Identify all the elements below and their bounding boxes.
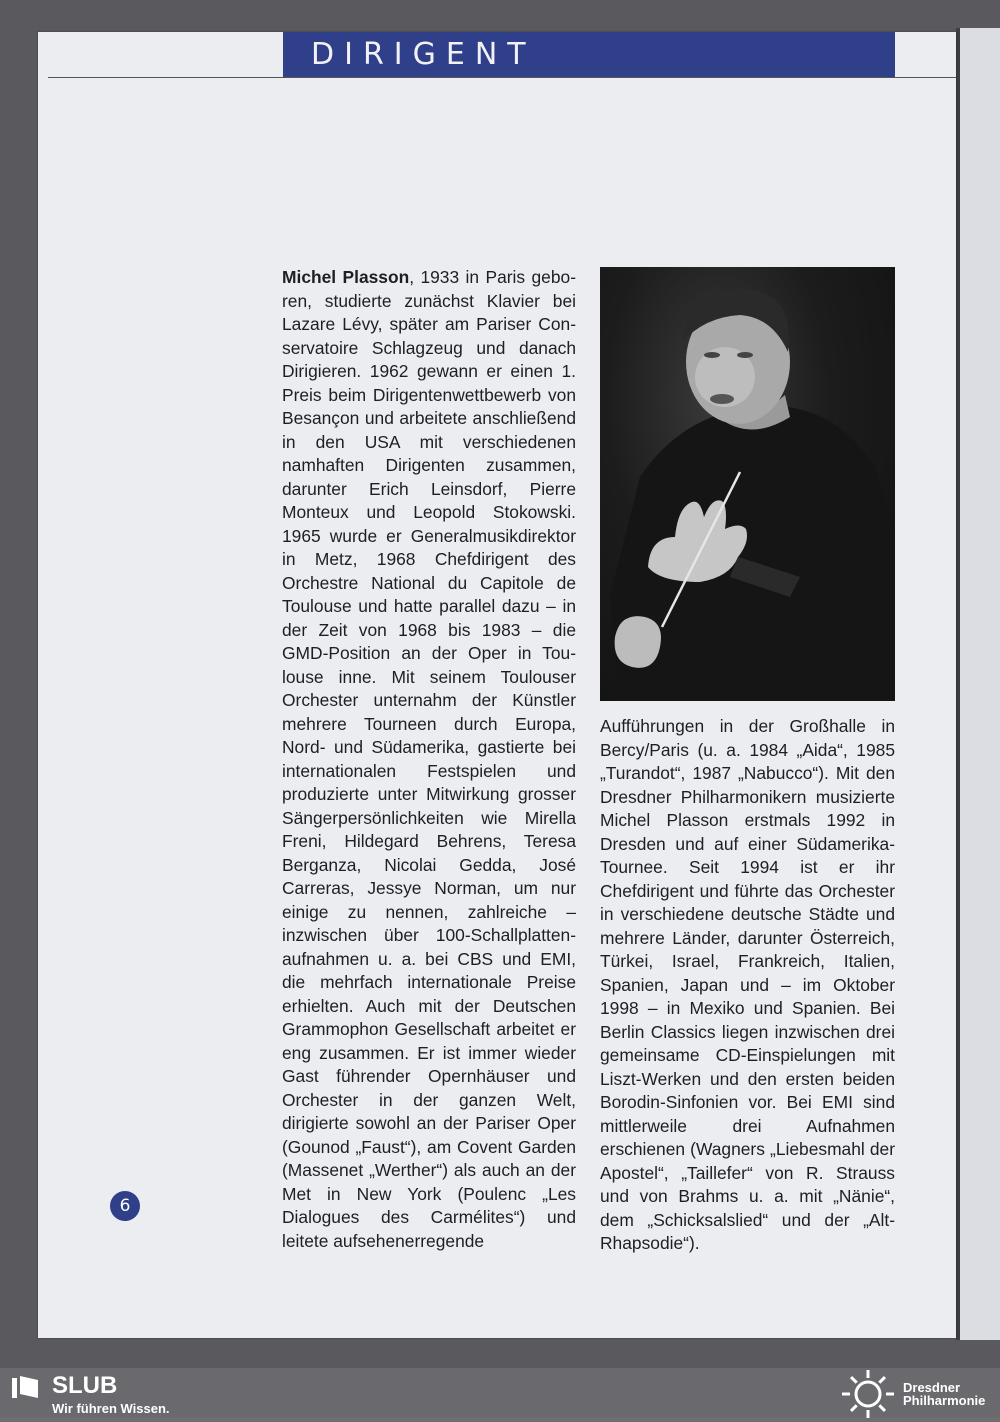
page-number-badge: 6 <box>110 1191 140 1221</box>
slub-logo-icon <box>12 1376 40 1398</box>
orchestra-logo-icon <box>842 1370 894 1418</box>
article-left-column <box>282 266 576 1253</box>
article-right-column: Aufführungen in der Großhalle in Bercy/Paris (u. a. 1984 „Aida“, 1985 „Turandot“, 1987 „Nabucco“). Mit den Dresdner Philharmonikern musizierte Michel Plasson erstmals 1992 in Dresden und auf einer Südamerika-Tournee. Seit 1994 ist er ihr Chefdirigent und führte das Orchester in verschiedene deutsche Städte und mehrere Länder, darunter Österreich, Türkei, Israel, Frankreich, Italien, Spanien, Japan und – im Oktober 1998 – in Mexiko und Spanien. Bei Berlin Classics liegen inzwischen drei gemeinsame CD-Einspielungen mit Liszt-Werken und den ersten beiden Borodin-Sinfonien vor. Bei EMI sind mittlerweile drei Aufnahmen erschienen (Wagners „Liebesmahl der Apostel“, „Taillefer“ von R. Strauss und von Brahms u. a. mit „Nänie“, dem „Schicksalslied“ und der „Alt-Rhapsodie“). <box>600 716 895 1253</box>
orchestra-name-line2: Philharmonie <box>903 1393 986 1408</box>
conductor-name: Michel Plasson <box>282 267 410 287</box>
conductor-photo <box>600 267 895 701</box>
article-left-text: , 1933 in Paris geboren, studierte zunächst Klavier bei Lazare Lévy, später am Pariser Conservatoire Schlagzeug und danach Dirigieren. 1962 gewann er einen 1. Preis beim Dirigentenwettbewerb von Besançon und arbeitete anschließend in den USA mit verschiedenen namhaften Dirigenten zusammen, darunter Erich Leinsdorf, Pierre Monteux und Leopold Stokowski. 1965 wurde er Generalmusikdirektor in Metz, 1968 Chefdirigent des Orchestre National du Capitole de Toulouse und hatte parallel dazu – in der Zeit von 1968 bis 1983 – die GMD-Position an der Oper in Toulouse inne. Mit seinem Toulouser Orchester unternahm der Künstler mehrere Tourneen durch Europa, Nord- und Südamerika, gastierte bei internationalen Festspielen und produzierte unter Mitwirkung grosser Sängerpersönlichkeiten wie Mirella Freni, Hildegard Behrens, Teresa Berganza, Nicolai Gedda, José Carreras, Jessye Norman, um nur einige zu nennen, zahlreiche – inzwischen über 100-Schallplattenaufnahmen u. a. bei CBS und EMI, die mehrfach internationale Preise erhielten. Auch mit der Deutschen Grammophon Gesellschaft arbeitet er eng zusammen. Er ist immer wieder Gast führender Opernhäuser und Orchester in der ganzen Welt, dirigierte sowohl an der Pariser Oper (Gounod „Faust“), am Covent Garden (Massenet „Werther“) als auch an der Met in New York (Poulenc „Les Dialogues des Carmélites“) und leitete aufsehenerregende <box>282 267 576 1251</box>
next-page-edge <box>960 28 1000 1340</box>
orchestra-name <box>903 1381 985 1407</box>
library-name: SLUB <box>52 1372 118 1399</box>
document-page <box>38 32 956 1338</box>
conductor-photo-image <box>600 267 895 701</box>
orchestra-name-line1: Dresdner <box>903 1380 961 1395</box>
library-tagline: Wir führen Wissen. <box>52 1401 170 1416</box>
section-header: DIRIGENT <box>283 32 895 77</box>
header-rule <box>48 77 956 78</box>
